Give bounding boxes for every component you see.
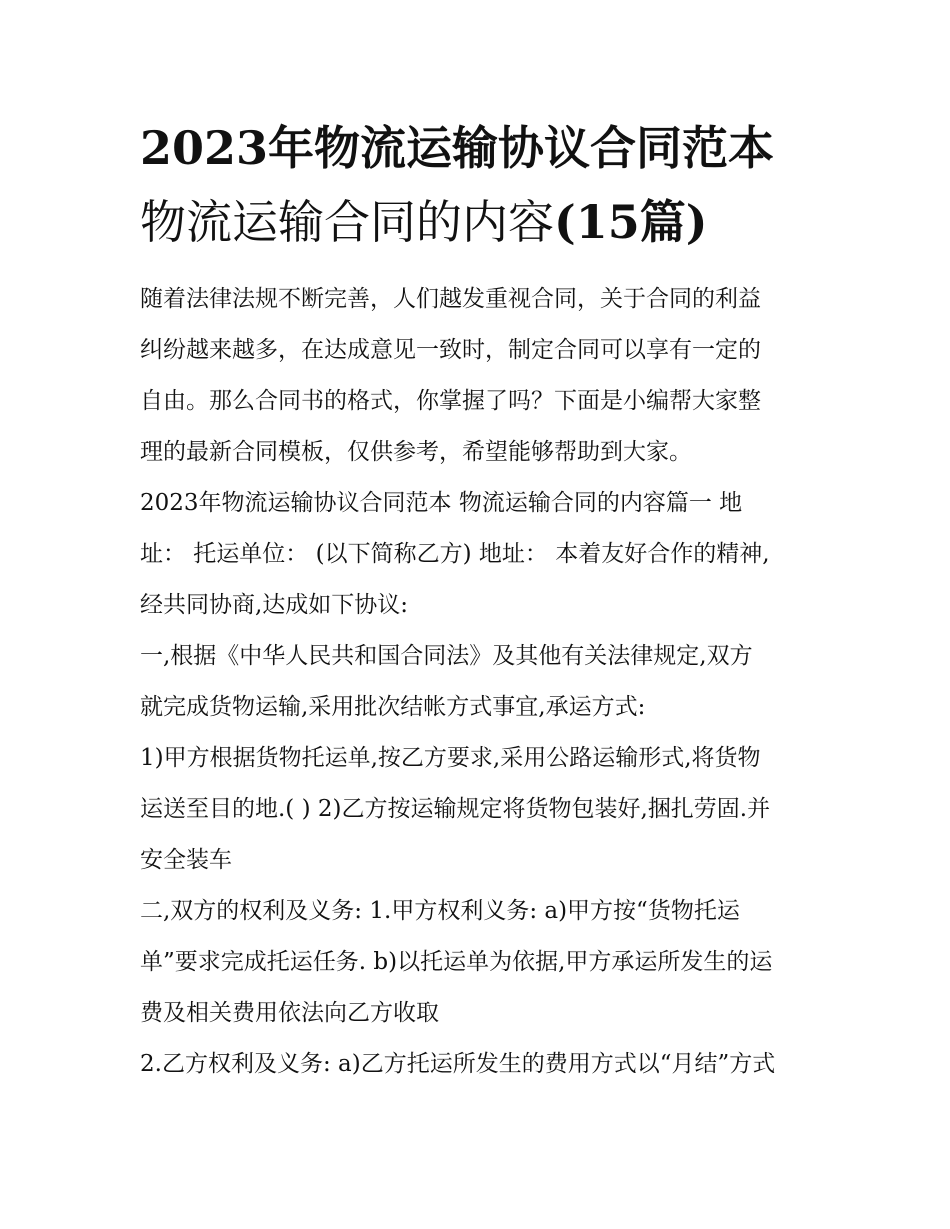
body-line: 1)甲方根据货物托运单,按乙方要求,采用公路运输形式,将货物 — [140, 745, 761, 771]
body-line: 理的最新合同模板，仅供参考，希望能够帮助到大家。 — [140, 439, 692, 465]
document-title-line-2 — [140, 186, 830, 258]
body-line: 随着法律法规不断完善，人们越发重视合同，关于合同的利益 — [140, 286, 761, 312]
body-line: 纠纷越来越多，在达成意见一致时，制定合同可以享有一定的 — [140, 337, 761, 363]
body-line: 运送至目的地.( ) 2)乙方按运输规定将货物包装好,捆扎劳固.并 — [140, 796, 771, 822]
body-line: 安全装车 — [140, 847, 232, 873]
body-line: 一,根据《中华人民共和国合同法》及其他有关法律规定,双方 — [140, 643, 753, 669]
body-line: 二,双方的权利及义务: 1.甲方权利义务: a)甲方按“货物托运 — [140, 898, 740, 924]
body-line: 址： 托运单位： (以下简称乙方) 地址： 本着友好合作的精神, — [140, 541, 770, 567]
document-title-line-2-text: 物流运输合同的内容 — [140, 195, 554, 249]
body-line: 2023年物流运输协议合同范本 物流运输合同的内容篇一 地 — [140, 490, 743, 516]
document-title-line-1: 2023年物流运输协议合同范本 — [140, 121, 775, 175]
body-line: 经共同协商,达成如下协议: — [140, 592, 409, 618]
body-line: 2.乙方权利及义务: a)乙方托运所发生的费用方式以“月结”方式 — [140, 1051, 776, 1077]
body-line: 自由。那么合同书的格式，你掌握了吗？下面是小编帮大家整 — [140, 388, 761, 414]
document-title-line-2-suffix: (15篇) — [554, 195, 708, 249]
body-line: 单”要求完成托运任务. b)以托运单为依据,甲方承运所发生的运 — [140, 949, 773, 975]
body-line: 费及相关费用依法向乙方收取 — [140, 1000, 439, 1026]
body-line: 就完成货物运输,采用批次结帐方式事宜,承运方式: — [140, 694, 646, 720]
